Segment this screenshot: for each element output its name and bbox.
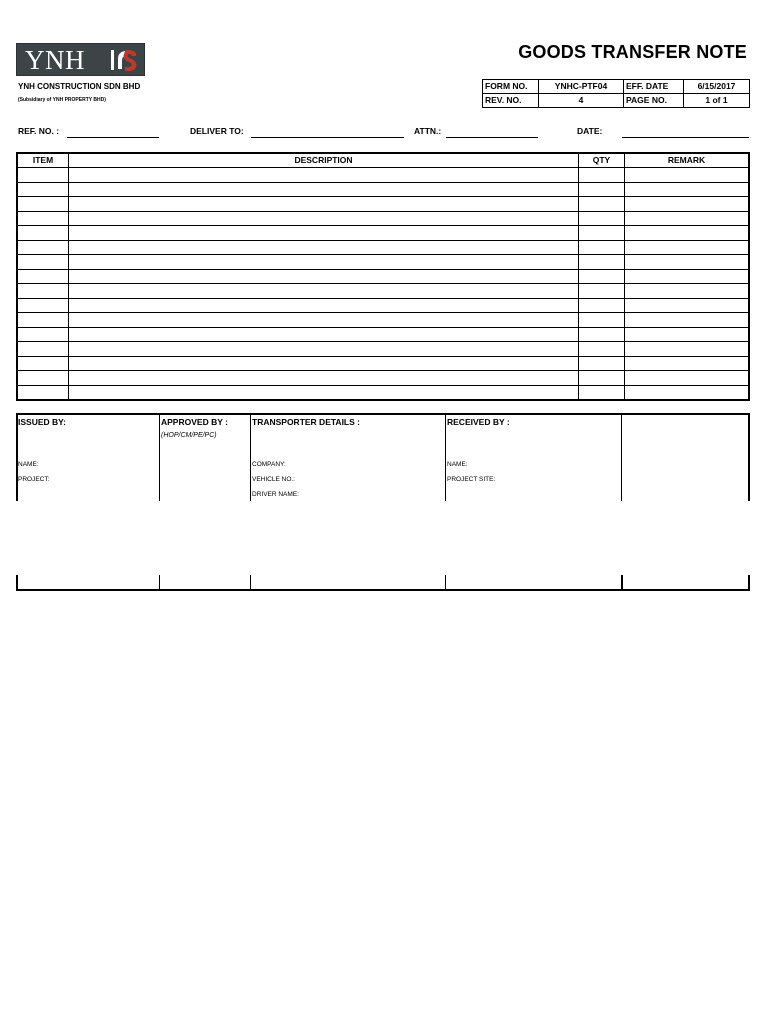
project-site-label: PROJECT SITE:	[447, 476, 496, 483]
qty-cell[interactable]	[579, 284, 625, 299]
eff-date-label: EFF. DATE	[624, 80, 684, 94]
received-by-label: RECEIVED BY :	[447, 417, 510, 427]
qty-cell[interactable]	[579, 327, 625, 342]
received-name-label: NAME:	[447, 461, 468, 468]
signature-block	[16, 413, 750, 591]
item-cell[interactable]	[17, 269, 69, 284]
remark-cell[interactable]	[625, 197, 750, 212]
item-cell[interactable]	[17, 255, 69, 270]
qty-header: QTY	[579, 153, 625, 168]
rev-no-label: REV. NO.	[483, 94, 539, 108]
remark-cell[interactable]	[625, 342, 750, 357]
table-row	[17, 211, 749, 226]
remark-cell[interactable]	[625, 269, 750, 284]
logo-text: YNH	[25, 45, 85, 75]
transporter-label: TRANSPORTER DETAILS :	[252, 417, 360, 427]
ref-no-field[interactable]	[67, 137, 159, 138]
table-row	[17, 284, 749, 299]
qty-cell[interactable]	[579, 168, 625, 183]
item-cell[interactable]	[17, 313, 69, 328]
attn-label: ATTN.:	[414, 126, 442, 136]
description-header: DESCRIPTION	[69, 153, 579, 168]
description-cell[interactable]	[69, 356, 579, 371]
sig-divider	[250, 413, 251, 501]
remark-cell[interactable]	[625, 298, 750, 313]
remark-cell[interactable]	[625, 168, 750, 183]
qty-cell[interactable]	[579, 211, 625, 226]
item-cell[interactable]	[17, 284, 69, 299]
deliver-to-label: DELIVER TO:	[190, 126, 244, 136]
approved-by-label: APPROVED BY :	[161, 417, 228, 427]
remark-cell[interactable]	[625, 182, 750, 197]
qty-cell[interactable]	[579, 255, 625, 270]
table-row	[17, 182, 749, 197]
item-cell[interactable]	[17, 371, 69, 386]
description-cell[interactable]	[69, 255, 579, 270]
issued-project-label: PROJECT:	[18, 476, 50, 483]
qty-cell[interactable]	[579, 182, 625, 197]
description-cell[interactable]	[69, 197, 579, 212]
item-cell[interactable]	[17, 226, 69, 241]
attn-field[interactable]	[446, 137, 538, 138]
table-row	[17, 342, 749, 357]
form-info-table	[482, 79, 750, 108]
item-cell[interactable]	[17, 298, 69, 313]
company-name: YNH CONSTRUCTION SDN BHD	[18, 82, 141, 91]
remark-cell[interactable]	[625, 385, 750, 400]
logo-mark-icon	[110, 47, 140, 73]
sig-divider	[748, 413, 750, 501]
date-field[interactable]	[622, 137, 749, 138]
rev-no-value: 4	[539, 94, 624, 108]
qty-cell[interactable]	[579, 371, 625, 386]
form-no-value: YNHC-PTF04	[539, 80, 624, 94]
description-cell[interactable]	[69, 284, 579, 299]
qty-cell[interactable]	[579, 269, 625, 284]
description-cell[interactable]	[69, 269, 579, 284]
qty-cell[interactable]	[579, 226, 625, 241]
description-cell[interactable]	[69, 211, 579, 226]
remark-cell[interactable]	[625, 356, 750, 371]
qty-cell[interactable]	[579, 298, 625, 313]
remark-cell[interactable]	[625, 327, 750, 342]
description-cell[interactable]	[69, 342, 579, 357]
table-row	[17, 298, 749, 313]
table-row	[17, 356, 749, 371]
table-row	[17, 371, 749, 386]
items-header-row	[17, 153, 749, 168]
table-row	[17, 197, 749, 212]
eff-date-value: 6/15/2017	[684, 80, 750, 94]
remark-cell[interactable]	[625, 226, 750, 241]
deliver-to-field[interactable]	[251, 137, 404, 138]
page-title: GOODS TRANSFER NOTE	[518, 42, 747, 62]
page-no-value: 1 of 1	[684, 94, 750, 108]
item-header: ITEM	[17, 153, 69, 168]
signature-bottom-border	[16, 589, 750, 591]
qty-cell[interactable]	[579, 240, 625, 255]
description-cell[interactable]	[69, 240, 579, 255]
issued-by-label: ISSUED BY:	[18, 417, 67, 427]
qty-cell[interactable]	[579, 342, 625, 357]
company-label: COMPANY:	[252, 461, 286, 468]
table-row	[17, 240, 749, 255]
table-row	[17, 385, 749, 400]
description-cell[interactable]	[69, 226, 579, 241]
qty-cell[interactable]	[579, 197, 625, 212]
description-cell[interactable]	[69, 182, 579, 197]
remark-cell[interactable]	[625, 255, 750, 270]
qty-cell[interactable]	[579, 356, 625, 371]
description-cell[interactable]	[69, 385, 579, 400]
qty-cell[interactable]	[579, 385, 625, 400]
approved-by-note: (HOP/CM/PE/PC)	[161, 432, 217, 439]
subsidiary-note: (Subsidiary of YNH PROPERTY BHD)	[18, 97, 106, 103]
remark-cell[interactable]	[625, 284, 750, 299]
remark-header: REMARK	[625, 153, 750, 168]
description-cell[interactable]	[69, 327, 579, 342]
company-logo	[16, 43, 145, 76]
signature-top-border	[16, 413, 750, 415]
date-label: DATE:	[577, 126, 603, 136]
item-cell[interactable]	[17, 182, 69, 197]
table-row	[17, 327, 749, 342]
description-cell[interactable]	[69, 371, 579, 386]
items-table	[16, 152, 750, 401]
qty-cell[interactable]	[579, 313, 625, 328]
item-cell[interactable]	[17, 327, 69, 342]
vehicle-no-label: VEHICLE NO.:	[252, 476, 295, 483]
item-cell[interactable]	[17, 197, 69, 212]
table-row	[17, 226, 749, 241]
description-cell[interactable]	[69, 168, 579, 183]
table-row	[17, 269, 749, 284]
ref-no-label: REF. NO. :	[18, 126, 60, 136]
table-row	[17, 313, 749, 328]
item-cell[interactable]	[17, 240, 69, 255]
item-cell[interactable]	[17, 211, 69, 226]
driver-name-label: DRIVER NAME:	[252, 491, 299, 498]
issued-name-label: NAME:	[18, 461, 39, 468]
page-no-label: PAGE NO.	[624, 94, 684, 108]
remark-cell[interactable]	[625, 313, 750, 328]
item-cell[interactable]	[17, 168, 69, 183]
item-cell[interactable]	[17, 356, 69, 371]
item-cell[interactable]	[17, 342, 69, 357]
table-row	[17, 255, 749, 270]
sig-divider	[445, 413, 446, 501]
item-cell[interactable]	[17, 385, 69, 400]
table-row	[17, 168, 749, 183]
description-cell[interactable]	[69, 313, 579, 328]
sig-divider	[159, 413, 160, 501]
form-no-label: FORM NO.	[483, 80, 539, 94]
sig-divider	[621, 413, 622, 501]
description-cell[interactable]	[69, 298, 579, 313]
remark-cell[interactable]	[625, 211, 750, 226]
remark-cell[interactable]	[625, 240, 750, 255]
remark-cell[interactable]	[625, 371, 750, 386]
